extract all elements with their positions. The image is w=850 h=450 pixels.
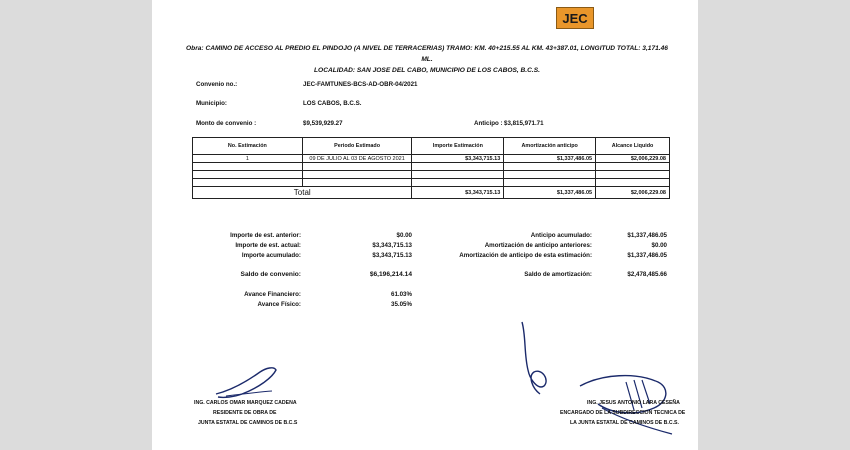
table-row xyxy=(193,155,670,163)
avance-fisico-label: Avance Físico: xyxy=(257,301,301,308)
signature-right-role: ENCARGADO DE LA SUBDIRECCION TECNICA DE xyxy=(560,410,686,416)
cell-importe: $3,343,715.13 xyxy=(412,155,504,163)
header-importe: Importe Estimación xyxy=(412,138,504,155)
avance-financiero-value: 61.03% xyxy=(391,291,412,298)
summary-right-label-1: Amortización de anticipo anteriores: xyxy=(484,242,592,249)
signature-left-icon xyxy=(212,364,282,402)
document-sheet xyxy=(152,0,698,450)
summary-right-value-0: $1,337,486.05 xyxy=(627,232,667,239)
monto-value: $9,539,929.27 xyxy=(303,120,343,127)
summary-right-label-0: Anticipo acumulado: xyxy=(530,232,592,239)
convenio-label: Convenio no.: xyxy=(196,81,238,88)
cell-no: 1 xyxy=(193,155,303,163)
total-importe: $3,343,715.13 xyxy=(412,187,504,199)
saldo-amortizacion-label: Saldo de amortización: xyxy=(524,271,592,278)
avance-fisico-value: 35.05% xyxy=(391,301,412,308)
anticipo-value: $3,815,971.71 xyxy=(504,120,544,127)
cell-periodo: 09 DE JULIO AL 03 DE AGOSTO 2021 xyxy=(302,155,412,163)
saldo-convenio-value: $6,196,214.14 xyxy=(369,271,412,278)
total-alcance: $2,006,229.08 xyxy=(596,187,670,199)
header-amortizacion: Amortización anticipo xyxy=(504,138,596,155)
summary-left-value-1: $3,343,715.13 xyxy=(372,242,412,249)
summary-right-label-2: Amortización de anticipo de esta estimación: xyxy=(459,252,592,259)
header-alcance: Alcance Liquido xyxy=(596,138,670,155)
summary-left-label-0: Importe de est. anterior: xyxy=(230,232,301,239)
title-line-1: Obra: CAMINO DE ACCESO AL PREDIO EL PINDOJO (A NIVEL DE TERRACERIAS) TRAMO: KM. 40+215.55 AL KM. 43+387.01, LONGITUD TOTAL: 3,171.46 ML. xyxy=(186,45,668,63)
table-row-empty xyxy=(193,171,670,179)
summary-right-value-1: $0.00 xyxy=(651,242,667,249)
jec-logo xyxy=(556,7,594,29)
document-title xyxy=(182,43,672,76)
anticipo-label: Anticipo : xyxy=(474,120,503,127)
right-background xyxy=(698,0,850,450)
table-row-empty xyxy=(193,179,670,187)
total-label: Total xyxy=(193,187,412,199)
municipio-value: LOS CABOS, B.C.S. xyxy=(303,100,362,107)
municipio-label: Municipio: xyxy=(196,100,227,107)
title-line-2: LOCALIDAD: SAN JOSE DEL CABO, MUNICIPIO DE LOS CABOS, B.C.S. xyxy=(314,67,540,74)
cell-alcance: $2,006,229.08 xyxy=(596,155,670,163)
estimation-table xyxy=(192,137,670,199)
signature-left-org: JUNTA ESTATAL DE CAMINOS DE B.C.S xyxy=(198,420,298,426)
signature-right-top-icon xyxy=(512,318,572,403)
summary-left-label-2: Importe acumulado: xyxy=(241,252,301,259)
saldo-amortizacion-value: $2,478,485.66 xyxy=(627,271,667,278)
summary-left-value-0: $0.00 xyxy=(396,232,412,239)
monto-label: Monto de convenio : xyxy=(196,120,257,127)
signature-right-org: LA JUNTA ESTATAL DE CAMINOS DE B.C.S. xyxy=(570,420,679,426)
logo-text: JEC xyxy=(562,10,588,26)
header-no-estimacion: No. Estimación xyxy=(193,138,303,155)
cell-amortizacion: $1,337,486.05 xyxy=(504,155,596,163)
signature-left-name: ING. CARLOS OMAR MARQUEZ CADENA xyxy=(194,400,297,406)
convenio-value: JEC-FAMTUNES-BCS-AD-OBR-04/2021 xyxy=(303,81,418,88)
table-row-empty xyxy=(193,163,670,171)
summary-left-value-2: $3,343,715.13 xyxy=(372,252,412,259)
left-background xyxy=(0,0,152,450)
table-total-row xyxy=(193,187,670,199)
total-amortizacion: $1,337,486.05 xyxy=(504,187,596,199)
signature-left-role: RESIDENTE DE OBRA DE xyxy=(213,410,277,416)
header-periodo: Periodo Estimado xyxy=(302,138,412,155)
signature-right-name: ING. JESUS ANTONIO LARA CESEÑA xyxy=(587,400,680,406)
summary-left-label-1: Importe de est. actual: xyxy=(235,242,301,249)
saldo-convenio-label: Saldo de convenio: xyxy=(240,271,301,278)
avance-financiero-label: Avance Financiero: xyxy=(244,291,301,298)
table-header-row xyxy=(193,138,670,155)
summary-right-value-2: $1,337,486.05 xyxy=(627,252,667,259)
